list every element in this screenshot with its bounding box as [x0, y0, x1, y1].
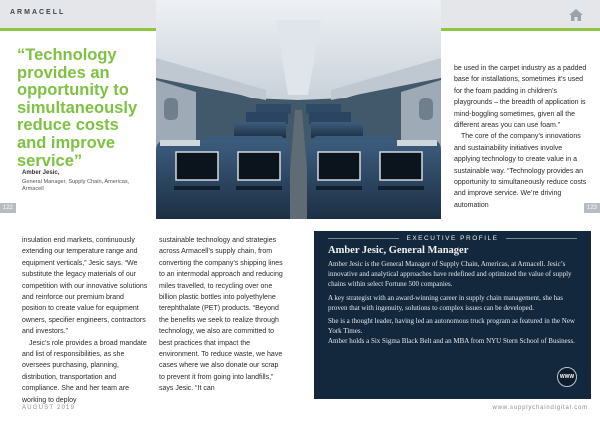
- header-bar-right: [441, 0, 600, 28]
- quote-author-name: Amber Jesic,: [22, 170, 60, 176]
- website-link-badge[interactable]: WWW: [557, 367, 577, 387]
- profile-paragraph: She is a thought leader, having led an autonomous truck program as featured in the New York Times.: [328, 317, 575, 336]
- profile-paragraph: Amber holds a Six Sigma Black Belt and an MBA from NYU Stern School of Business.: [328, 337, 575, 346]
- profile-paragraph: Amber Jesic is the General Manager of Supply Chain, Americas, at Armacell. Jesic’s innovative and analytical approaches have redefined and optimized the value of supply chains within select Fortune 500 companies.: [328, 260, 572, 289]
- accent-line-right: [441, 28, 600, 31]
- pull-quote: “Technology provides an opportunity to simultaneously reduce costs and improve service”: [17, 46, 138, 170]
- body-column-1: [22, 235, 148, 406]
- divider: [328, 238, 399, 239]
- paragraph: The core of the company’s innovations and sustainability initiatives involve applying technology to create value in a sustainable way. “Technology provides an opportunity to simultaneously reduce costs and improve service. We’re driving automation: [454, 133, 587, 209]
- paragraph: sustainable technology and strategies across Armacell’s supply chain, from converting the company’s shipping lines to an intermodal approach and reducing miles travelled, to recycling over one billion plastic bottles into polyethylene terephthalate (PET) products. “Beyond the benefits we seek to realize through technology, we also are committed to best practices that impact the environment. To reduce waste, we have cases where we also donate our scrap to prevent it from going into landfills,” says Jesic. “It can: [159, 237, 283, 393]
- header-bar-left: [0, 0, 156, 28]
- page-number-right: 123: [584, 203, 600, 213]
- profile-header: [328, 235, 577, 242]
- home-icon[interactable]: [568, 8, 584, 22]
- accent-line-left: [0, 28, 156, 31]
- body-column-top-right: [454, 63, 590, 211]
- paragraph: insulation end markets, continuously extending our temperature range and equipment verticals,” Jesic says. “We substitute the legacy materials of our competition with our innovative solutions and reinforce our premium brand position to create value for equipment owners, specifier engineers, contractors and investors.”: [22, 237, 148, 336]
- issue-date: AUGUST 2019: [22, 405, 76, 411]
- paragraph: Jesic’s role provides a broad mandate and list of responsibilities, as she oversees purchasing, planning, distribution, transportation and compliance. She and her team are working to deploy: [22, 339, 147, 404]
- airplane-cabin-photo: [156, 0, 441, 219]
- quote-author-title: General Manager, Supply Chain, Americas, Armacell: [22, 179, 130, 192]
- paragraph: be used in the carpet industry as a padded base for installations, sometimes it’s used for the foam padding in children’s playgrounds – the breadth of application is mind-boggling sometimes, given all the different areas you can use foam.”: [454, 65, 587, 130]
- profile-name: Amber Jesic, General Manager: [328, 245, 469, 256]
- divider: [506, 238, 577, 239]
- brand-name: ARMACELL: [10, 9, 66, 16]
- executive-profile-box: [314, 231, 591, 399]
- page-number-left: 122: [0, 203, 16, 213]
- profile-label: EXECUTIVE PROFILE: [406, 235, 499, 242]
- profile-paragraph: A key strategist with an award-winning career in supply chain management, she has proven that with ingenuity, solutions to complex issues can be developed.: [328, 293, 564, 312]
- website-url[interactable]: www.supplychaindigital.com: [492, 405, 588, 411]
- body-column-2: [159, 235, 285, 395]
